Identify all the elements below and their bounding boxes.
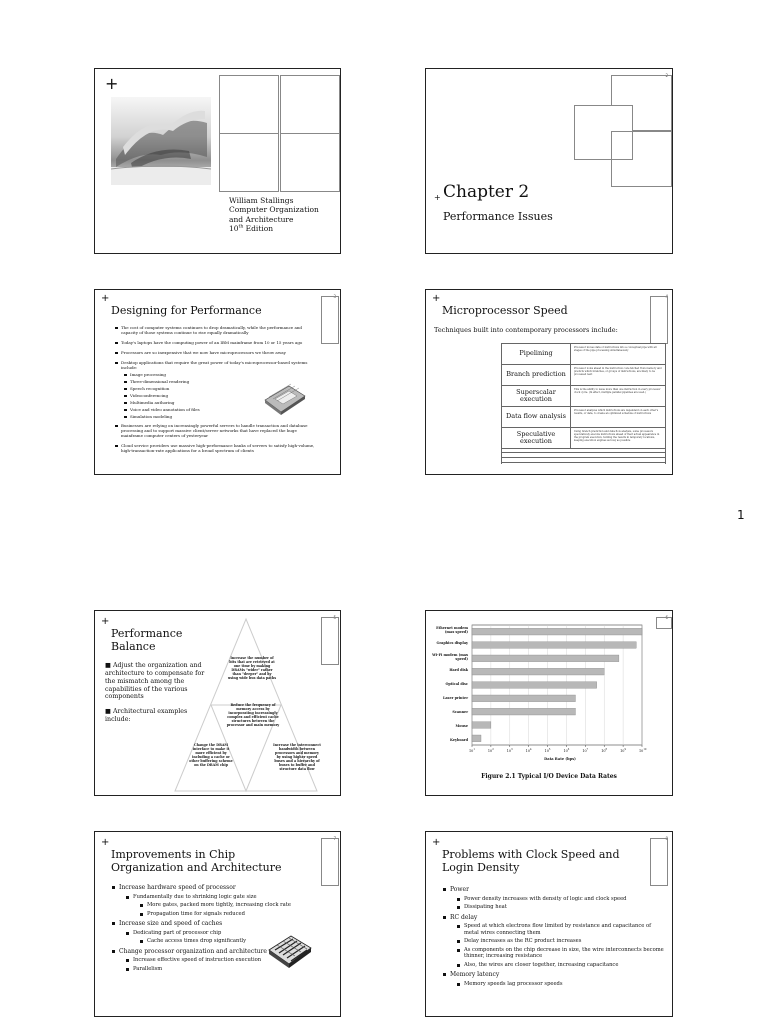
x-tick-label: $10^6$ <box>563 748 570 754</box>
data-bar <box>472 695 575 702</box>
table-row <box>502 386 665 407</box>
chapter-subtitle: Performance Issues <box>443 210 553 223</box>
bullet-item: Increase size and speed of caches Dedicating part of processor chip Cache access times drop significantly <box>111 920 301 945</box>
figure-caption: Figure 2.1 Typical I/O Device Data Rates <box>481 773 617 780</box>
chapter-title: Chapter 2 <box>443 182 530 202</box>
sub-sub-item: More gates, packed more tightly, increasing clock rate <box>139 902 301 909</box>
x-tick-label: $10^9$ <box>620 748 626 754</box>
sub-item: Speech recognition <box>124 386 315 391</box>
x-tick-label: $10^2$ <box>487 748 494 754</box>
sub-item: Dissipating heat <box>456 904 664 911</box>
data-bar <box>472 655 619 662</box>
data-bar <box>472 642 636 649</box>
x-tick-label: $10^3$ <box>506 748 513 754</box>
frame-box <box>650 838 668 886</box>
slide-3-designing <box>94 289 341 475</box>
bullet-text-2: ■ Architectural examples include: <box>105 708 188 723</box>
row-label: Pipelining <box>502 344 571 364</box>
bullet-item: RC delay Speed at which electrons flow limited by resistance and capacitance of metal wires connecting them Delay increases as the RC product increases As components on the chip decrease in size, the wire interconnects become thinner, increasing resistance Also, the wires are closer together, increasing capacitance <box>442 914 664 969</box>
bullet-item: Power Power density increases with density of logic and clock speed Dissipating heat <box>442 886 664 911</box>
category-label: Mouse <box>455 724 468 728</box>
table-row <box>502 365 665 386</box>
x-tick-label: $10^1$ <box>469 748 475 754</box>
frame-box <box>280 75 340 134</box>
bullet-item: Change processor organization and architecture Increase effective speed of instruction execution Parallelism <box>111 948 301 973</box>
edition: 10th Edition <box>229 224 274 234</box>
row-label: Branch prediction <box>502 365 571 385</box>
sub-item: Videoconferencing <box>124 393 315 398</box>
book-title-line-1: Computer Organization <box>229 205 319 215</box>
sub-item: Voice and video annotation of files <box>124 407 315 412</box>
row-description: Processor analyzes which instructions are dependent on each other's results, or data, to create an optimized schedule of instructions <box>574 409 659 416</box>
category-label: Ethernet modem (max speed) <box>436 626 468 634</box>
row-description: This is the ability to issue more than one instruction in every processor clock cycle. (In effect, multiple parallel pipelines are used.) <box>574 388 661 395</box>
row-description: Processor looks ahead in the instruction code fetched from memory and predicts which branches, or groups of instructions, are likely to be processed next <box>574 367 662 377</box>
bullet-item: Processors are so inexpensive that we now have microprocessors we throw away <box>115 350 315 355</box>
tick-labels <box>470 748 650 756</box>
frame-box <box>656 617 672 629</box>
table-row <box>502 407 665 428</box>
frame-box <box>611 131 672 187</box>
sub-item: Three-dimensional rendering <box>124 379 315 384</box>
row-description: Processor moves data or instructions into a conceptual pipe with all stages of the pipe processing simultaneously <box>574 346 657 353</box>
triangle-text-right: Increase the interconnect bandwidth between processors and memory by using higher speed buses and a hierarchy of buses to buffer and structure data flow <box>273 743 321 771</box>
category-labels <box>430 625 470 745</box>
book-info <box>229 196 319 234</box>
bullet-text-1: ■ Adjust the organization and architecture to compensate for the mismatch among the capabilities of the various components <box>105 662 205 701</box>
sub-item: Memory speeds lag processor speeds <box>456 981 664 988</box>
slide-1-title <box>94 68 341 254</box>
slide-4-microprocessor <box>425 289 673 475</box>
table-row <box>502 344 665 365</box>
row-label: Speculative execution <box>502 428 571 448</box>
book-title-line-2: and Architecture <box>229 214 294 224</box>
category-label: Wi-Fi modem (max speed) <box>432 653 468 661</box>
data-bar <box>472 708 575 715</box>
slide-number: 2 <box>665 73 668 78</box>
category-label: Graphics display <box>436 641 468 645</box>
category-label: Laser printer <box>442 696 468 700</box>
sub-item: Parallelism <box>125 966 301 973</box>
slide-6-io-data-rates <box>425 610 673 796</box>
category-label: Scanner <box>452 710 468 714</box>
plus-mark: + <box>432 293 441 304</box>
frame-box <box>321 617 339 665</box>
bullet-item: Today's laptops have the computing power of an IBM mainframe from 10 or 15 years ago <box>115 340 315 345</box>
category-label: Keyboard <box>450 738 468 742</box>
row-description: Using branch prediction and data flow analysis, some processors speculatively execute instructions ahead of their actual appearance in the program execution, holding the results in temporary locations, keeping execution engines as busy as possible <box>574 430 660 443</box>
slide-title-line-1: Improvements in Chip <box>111 848 236 861</box>
category-label: Optical disc <box>445 682 468 686</box>
slide-2-chapter <box>425 68 673 254</box>
table-rule <box>502 462 665 463</box>
slide-intro: Techniques built into contemporary processors include: <box>434 326 618 334</box>
slide-title-line-2: Organization and Architecture <box>111 861 282 874</box>
slide-title-line-1: Problems with Clock Speed and <box>442 848 620 861</box>
author: William Stallings <box>229 196 294 205</box>
building-photo <box>111 97 211 185</box>
table-rule <box>502 452 665 453</box>
slide-number: 8 <box>665 836 668 841</box>
bullet-item: Cloud service providers use massive high-performance banks of servers to satisfy high-volume, high-transaction-rate applications for a broad spectrum of clients <box>115 443 315 453</box>
slide-number: 4 <box>665 294 668 299</box>
sub-item: Increase effective speed of instruction execution <box>125 957 301 964</box>
bullet-item: Businesses are relying on increasingly powerful servers to handle transaction and database processing and to support massive client/server networks that have replaced the huge mainframe computer centers of yesteryear <box>115 423 315 438</box>
bullet-item: The cost of computer systems continues to drop dramatically, while the performance and capacity of those systems continue to rise equally dramatically <box>115 325 315 335</box>
row-label: Superscalar execution <box>502 386 571 406</box>
sub-item: Fundamentally due to shrinking logic gate size More gates, packed more tightly, increasing clock rate Propagation time for signals reduced <box>125 894 301 918</box>
slide-title-line-2: Login Density <box>442 861 520 874</box>
sub-item: As components on the chip decrease in size, the wire interconnects become thinner, increasing resistance <box>456 947 664 960</box>
sub-item: Simulation modeling <box>124 414 315 419</box>
page-number: 1 <box>737 508 745 522</box>
slide-5-performance-balance <box>94 610 341 796</box>
slide-title-line-1: Performance <box>111 627 183 640</box>
sub-item: Also, the wires are closer together, increasing capacitance <box>456 962 664 969</box>
bullet-item: Desktop applications that require the great power of today's microprocessor-based systems include: Image processing Three-dimensional rendering Speech recognition Videoconferencing Multimedia authoring Voice and video annotation of files Simulation modeling <box>115 360 315 419</box>
slide-title-line-2: Balance <box>111 640 156 653</box>
frame-box <box>321 296 339 344</box>
triangle-text-left: Change the DRAM interface to make it more efficient by including a cache or other buffering scheme on the DRAM chip <box>189 743 233 767</box>
plus-mark: + <box>432 837 441 848</box>
slide-number: 3 <box>333 294 336 299</box>
frame-box <box>321 838 339 886</box>
techniques-table <box>501 343 666 464</box>
frame-box <box>280 133 340 192</box>
slide-number: 6 <box>665 615 668 620</box>
plus-mark: + <box>434 193 441 202</box>
chip-icon <box>263 382 307 416</box>
sub-item: Power density increases with density of logic and clock speed <box>456 896 664 903</box>
slide-title: Designing for Performance <box>111 304 262 317</box>
x-axis-label: Data Rate (bps) <box>544 757 576 761</box>
sub-item: Delay increases as the RC product increases <box>456 938 664 945</box>
slide-title: Microprocessor Speed <box>442 304 568 317</box>
data-bar <box>472 628 642 635</box>
slide-number: 5 <box>333 615 336 620</box>
plus-mark: + <box>101 293 110 304</box>
bullet-item: Memory latency Memory speeds lag processor speeds <box>442 971 664 987</box>
x-tick-label: $10^7$ <box>582 748 589 754</box>
plus-mark: + <box>101 837 110 848</box>
building-icon <box>111 97 211 185</box>
circuit-board-icon <box>267 930 313 970</box>
sub-item: Image processing <box>124 372 315 377</box>
frame-box <box>650 296 668 344</box>
table-rule <box>502 457 665 458</box>
sub-item: Dedicating part of processor chip Cache access times drop significantly <box>125 930 301 945</box>
bullet-item: Increase hardware speed of processor Fundamentally due to shrinking logic gate size More gates, packed more tightly, increasing clock rate Propagation time for signals reduced <box>111 884 301 917</box>
triangle-text-middle: Reduce the frequency of memory access by incorporating increasingly complex and efficient cache structures between the processor and main memory <box>226 703 280 727</box>
data-bar <box>472 668 604 675</box>
sub-sub-item: Propagation time for signals reduced <box>139 911 301 918</box>
table-row <box>502 428 665 449</box>
x-tick-label: $10^{10}$ <box>639 748 647 754</box>
slide-8-clock-speed <box>425 831 673 1017</box>
plus-mark: + <box>105 74 119 93</box>
sub-sub-item: Cache access times drop significantly <box>139 938 301 945</box>
data-bar <box>472 722 491 729</box>
x-tick-label: $10^5$ <box>544 748 551 754</box>
category-label: Hard disk <box>449 668 468 672</box>
row-label: Data flow analysis <box>502 407 571 427</box>
data-bar <box>472 735 481 742</box>
frame-box <box>219 133 279 192</box>
slide-7-chip-improvements <box>94 831 341 1017</box>
bullet-list <box>442 886 664 990</box>
x-tick-label: $10^8$ <box>601 748 608 754</box>
sub-item: Multimedia authoring <box>124 400 315 405</box>
slide-number: 7 <box>333 836 336 841</box>
x-tick-label: $10^4$ <box>525 748 532 754</box>
sub-item: Speed at which electrons flow limited by resistance and capacitance of metal wires connecting them <box>456 923 664 936</box>
frame-box <box>219 75 279 134</box>
triangle-text-top: Increase the number of bits that are retrieved at one time by making DRAMs "wider" rather than "deeper" and by using wide bus data paths <box>227 656 277 680</box>
data-bar <box>472 682 597 689</box>
plus-mark: + <box>101 616 110 627</box>
